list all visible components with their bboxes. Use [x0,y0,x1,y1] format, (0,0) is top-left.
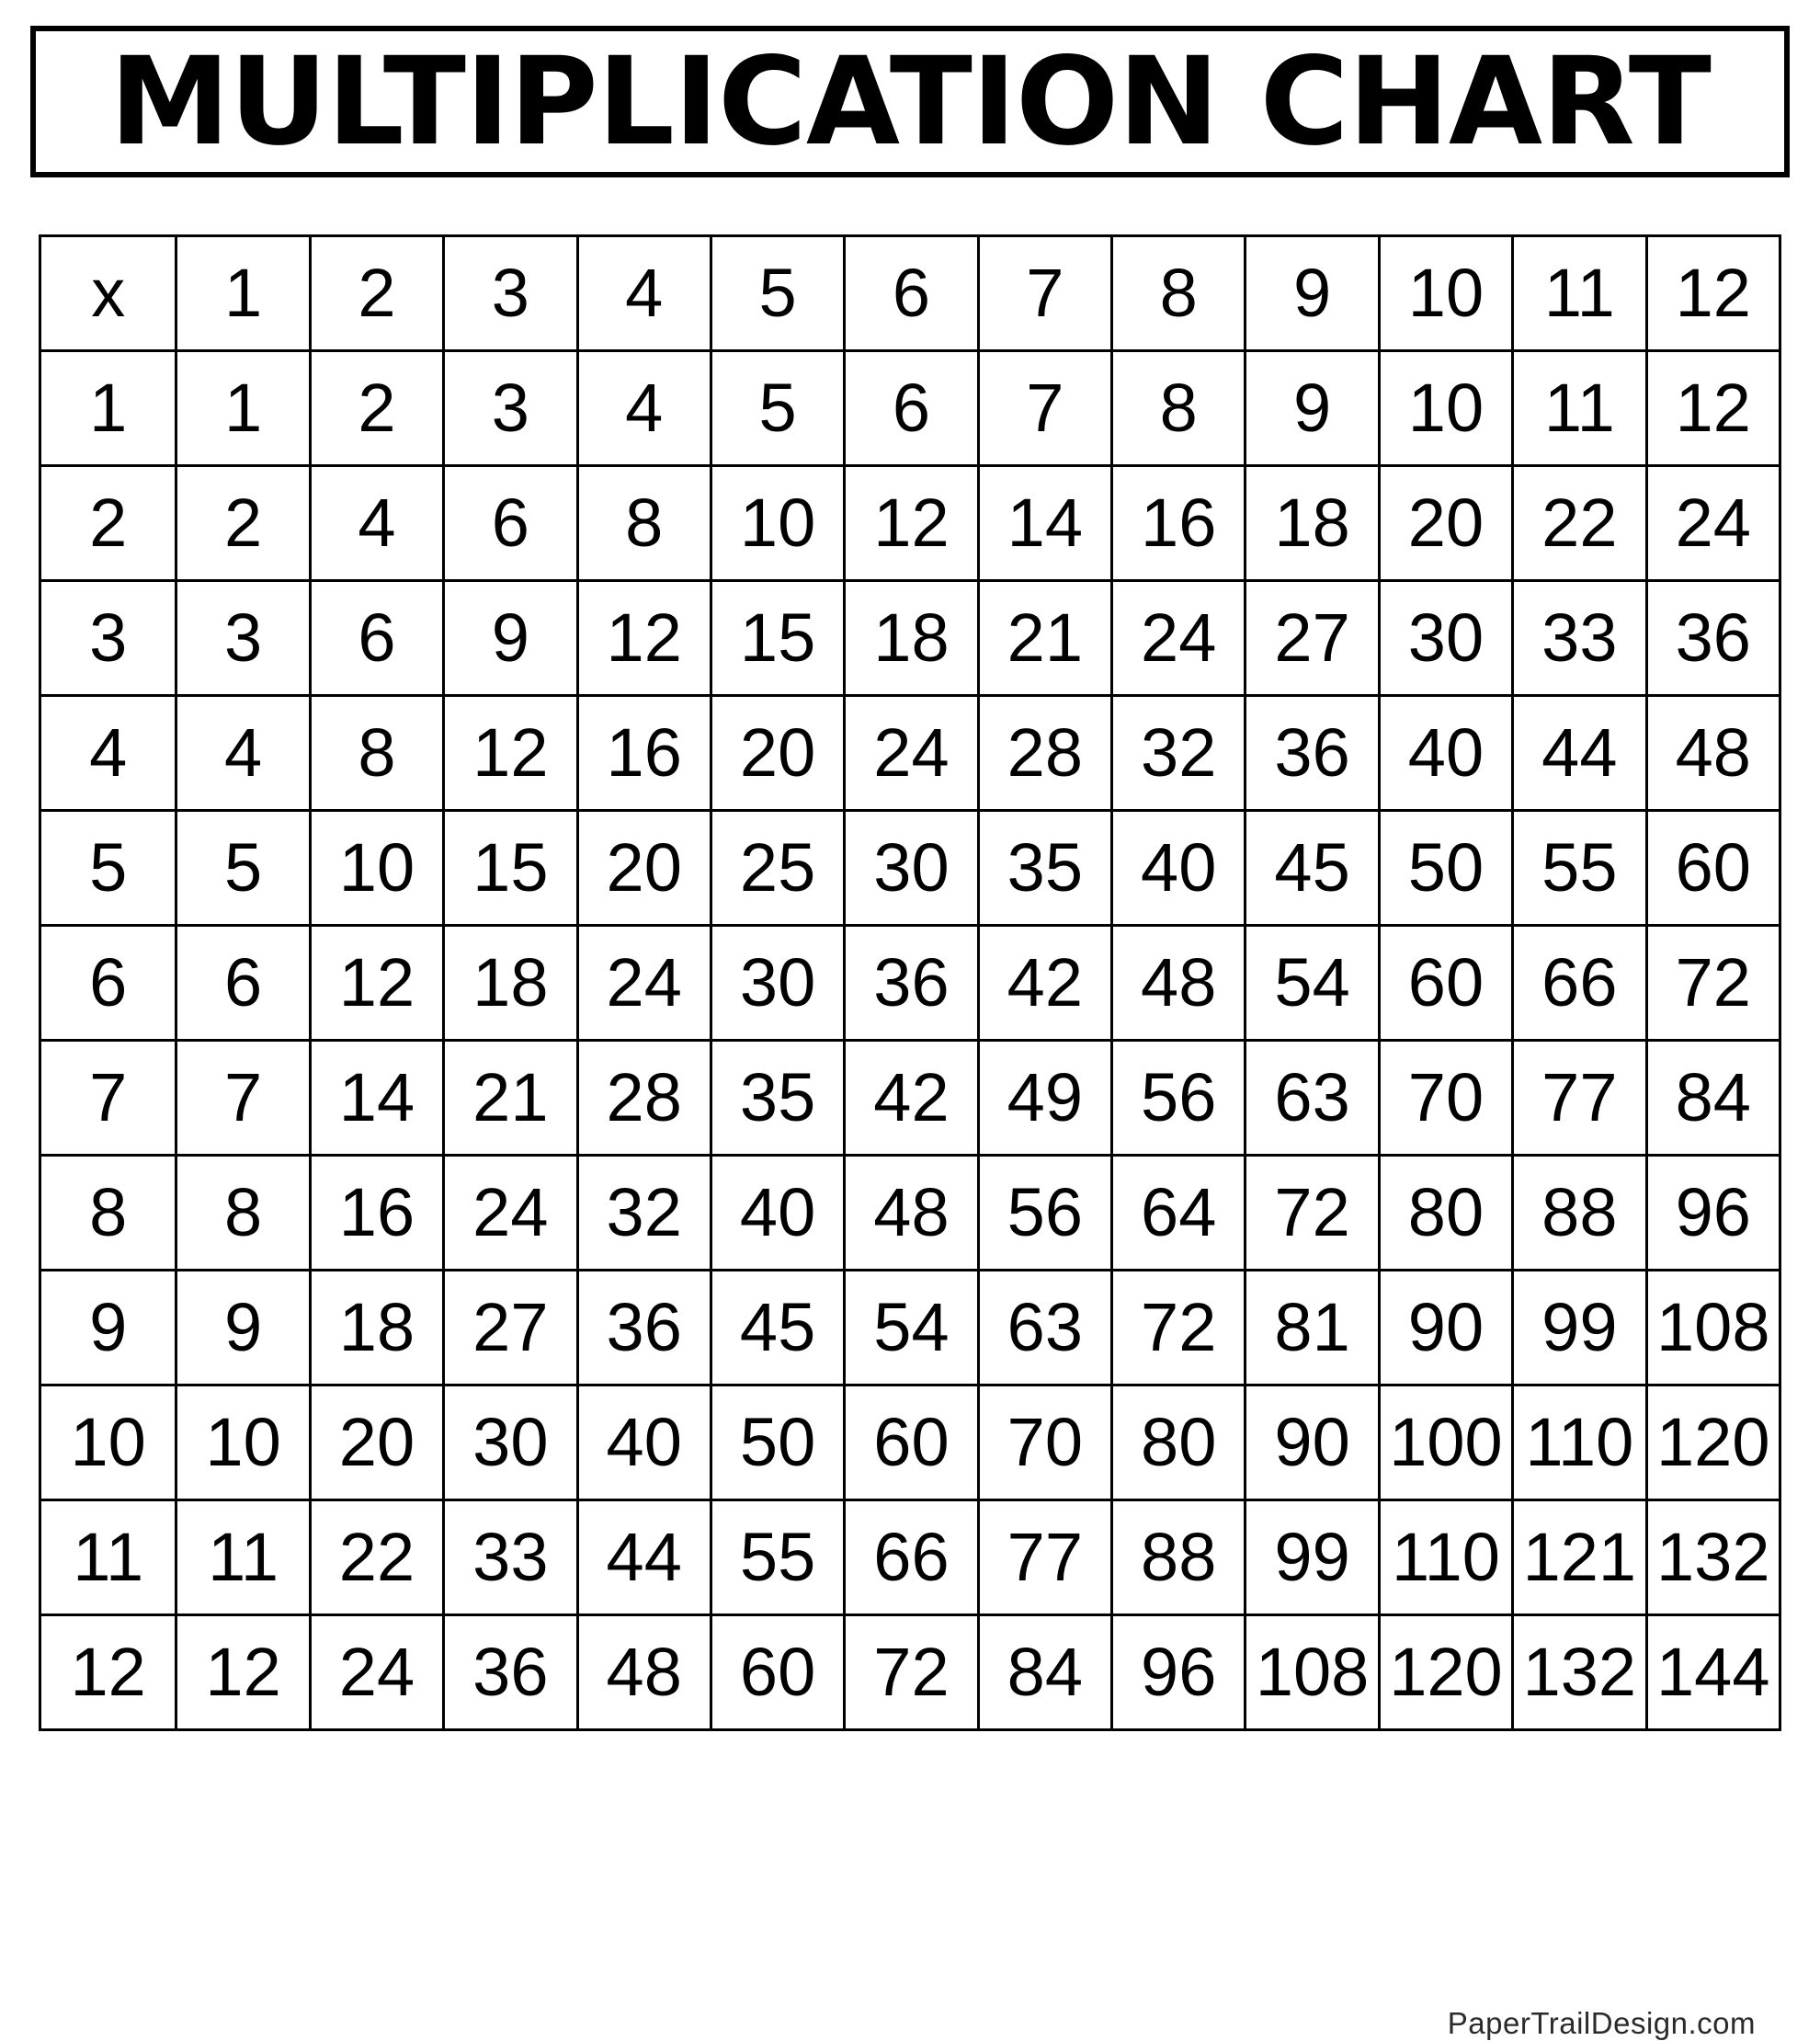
cell-9-2: 18 [310,1271,443,1385]
row-header-1: 1 [40,351,176,466]
row-header-2: 2 [40,466,176,581]
cell-7-5: 35 [711,1041,844,1156]
cell-10-6: 60 [845,1385,978,1500]
cell-3-2: 6 [310,581,443,696]
cell-5-2: 10 [310,811,443,926]
cell-5-8: 40 [1112,811,1246,926]
cell-2-1: 2 [176,466,310,581]
cell-12-4: 48 [577,1615,711,1730]
cell-2-9: 18 [1246,466,1379,581]
cell-1-5: 5 [711,351,844,466]
cell-1-8: 8 [1112,351,1246,466]
column-header-9: 9 [1246,236,1379,351]
cell-4-2: 8 [310,696,443,811]
cell-11-1: 11 [176,1500,310,1615]
table-row [40,1156,1780,1271]
cell-5-11: 55 [1513,811,1646,926]
cell-3-10: 30 [1379,581,1512,696]
cell-6-4: 24 [577,926,711,1041]
cell-1-6: 6 [845,351,978,466]
row-header-5: 5 [40,811,176,926]
cell-9-1: 9 [176,1271,310,1385]
cell-2-7: 14 [978,466,1111,581]
column-header-4: 4 [577,236,711,351]
cell-6-6: 36 [845,926,978,1041]
cell-1-1: 1 [176,351,310,466]
cell-8-8: 64 [1112,1156,1246,1271]
cell-1-10: 10 [1379,351,1512,466]
cell-12-11: 132 [1513,1615,1646,1730]
column-header-2: 2 [310,236,443,351]
cell-12-12: 144 [1646,1615,1780,1730]
cell-5-6: 30 [845,811,978,926]
multiplication-chart [28,234,1792,1990]
column-header-12: 12 [1646,236,1780,351]
cell-6-3: 18 [444,926,577,1041]
cell-3-9: 27 [1246,581,1379,696]
table-row [40,811,1780,926]
cell-6-11: 66 [1513,926,1646,1041]
row-header-6: 6 [40,926,176,1041]
cell-11-4: 44 [577,1500,711,1615]
cell-6-8: 48 [1112,926,1246,1041]
cell-2-12: 24 [1646,466,1780,581]
cell-1-3: 3 [444,351,577,466]
cell-3-11: 33 [1513,581,1646,696]
cell-12-9: 108 [1246,1615,1379,1730]
cell-1-9: 9 [1246,351,1379,466]
cell-8-6: 48 [845,1156,978,1271]
cell-5-4: 20 [577,811,711,926]
cell-4-8: 32 [1112,696,1246,811]
cell-10-10: 100 [1379,1385,1512,1500]
row-header-8: 8 [40,1156,176,1271]
cell-9-5: 45 [711,1271,844,1385]
cell-12-8: 96 [1112,1615,1246,1730]
cell-8-5: 40 [711,1156,844,1271]
cell-1-4: 4 [577,351,711,466]
cell-7-3: 21 [444,1041,577,1156]
cell-6-1: 6 [176,926,310,1041]
cell-11-8: 88 [1112,1500,1246,1615]
cell-2-8: 16 [1112,466,1246,581]
cell-6-2: 12 [310,926,443,1041]
cell-7-1: 7 [176,1041,310,1156]
cell-11-9: 99 [1246,1500,1379,1615]
cell-6-7: 42 [978,926,1111,1041]
cell-4-12: 48 [1646,696,1780,811]
table-row [40,1500,1780,1615]
cell-3-8: 24 [1112,581,1246,696]
cell-4-7: 28 [978,696,1111,811]
cell-1-11: 11 [1513,351,1646,466]
cell-10-8: 80 [1112,1385,1246,1500]
cell-11-12: 132 [1646,1500,1780,1615]
title-box [30,26,1790,177]
cell-10-11: 110 [1513,1385,1646,1500]
cell-5-5: 25 [711,811,844,926]
cell-6-10: 60 [1379,926,1512,1041]
cell-12-7: 84 [978,1615,1111,1730]
cell-10-2: 20 [310,1385,443,1500]
cell-10-12: 120 [1646,1385,1780,1500]
cell-10-3: 30 [444,1385,577,1500]
table-row [40,1271,1780,1385]
table-header-row [40,236,1780,351]
cell-11-2: 22 [310,1500,443,1615]
cell-12-6: 72 [845,1615,978,1730]
cell-9-9: 81 [1246,1271,1379,1385]
column-header-3: 3 [444,236,577,351]
cell-4-11: 44 [1513,696,1646,811]
cell-3-4: 12 [577,581,711,696]
cell-5-9: 45 [1246,811,1379,926]
row-header-10: 10 [40,1385,176,1500]
cell-2-11: 22 [1513,466,1646,581]
cell-1-12: 12 [1646,351,1780,466]
cell-8-4: 32 [577,1156,711,1271]
table-row [40,696,1780,811]
column-header-11: 11 [1513,236,1646,351]
cell-11-11: 121 [1513,1500,1646,1615]
cell-4-9: 36 [1246,696,1379,811]
cell-12-2: 24 [310,1615,443,1730]
cell-12-10: 120 [1379,1615,1512,1730]
cell-11-5: 55 [711,1500,844,1615]
cell-4-6: 24 [845,696,978,811]
cell-5-7: 35 [978,811,1111,926]
cell-1-2: 2 [310,351,443,466]
cell-8-7: 56 [978,1156,1111,1271]
cell-8-10: 80 [1379,1156,1512,1271]
cell-6-12: 72 [1646,926,1780,1041]
cell-12-1: 12 [176,1615,310,1730]
cell-10-9: 90 [1246,1385,1379,1500]
cell-1-7: 7 [978,351,1111,466]
cell-5-3: 15 [444,811,577,926]
cell-8-11: 88 [1513,1156,1646,1271]
table-header-row-group [40,236,1780,351]
cell-2-6: 12 [845,466,978,581]
cell-11-10: 110 [1379,1500,1512,1615]
cell-9-6: 54 [845,1271,978,1385]
table-row [40,926,1780,1041]
cell-6-9: 54 [1246,926,1379,1041]
column-header-10: 10 [1379,236,1512,351]
cell-2-2: 4 [310,466,443,581]
cell-8-1: 8 [176,1156,310,1271]
cell-5-10: 50 [1379,811,1512,926]
cell-2-3: 6 [444,466,577,581]
column-header-6: 6 [845,236,978,351]
cell-11-7: 77 [978,1500,1111,1615]
table-row [40,466,1780,581]
cell-7-6: 42 [845,1041,978,1156]
table-row [40,1385,1780,1500]
cell-4-1: 4 [176,696,310,811]
cell-10-1: 10 [176,1385,310,1500]
column-header-5: 5 [711,236,844,351]
multiplication-table [39,234,1781,1731]
cell-10-7: 70 [978,1385,1111,1500]
row-header-11: 11 [40,1500,176,1615]
cell-9-8: 72 [1112,1271,1246,1385]
cell-9-7: 63 [978,1271,1111,1385]
column-header-1: 1 [176,236,310,351]
cell-12-3: 36 [444,1615,577,1730]
table-row [40,1615,1780,1730]
page-title: MULTIPLICATION CHART [109,30,1711,173]
row-header-7: 7 [40,1041,176,1156]
cell-4-10: 40 [1379,696,1512,811]
column-header-8: 8 [1112,236,1246,351]
footer-credit: PaperTrailDesign.com [1447,2006,1756,2040]
cell-8-9: 72 [1246,1156,1379,1271]
table-row [40,351,1780,466]
cell-9-12: 108 [1646,1271,1780,1385]
cell-2-4: 8 [577,466,711,581]
cell-4-5: 20 [711,696,844,811]
cell-7-4: 28 [577,1041,711,1156]
cell-8-12: 96 [1646,1156,1780,1271]
cell-7-9: 63 [1246,1041,1379,1156]
cell-7-11: 77 [1513,1041,1646,1156]
cell-11-6: 66 [845,1500,978,1615]
cell-7-7: 49 [978,1041,1111,1156]
cell-7-10: 70 [1379,1041,1512,1156]
row-header-9: 9 [40,1271,176,1385]
table-row [40,1041,1780,1156]
cell-6-5: 30 [711,926,844,1041]
column-header-7: 7 [978,236,1111,351]
cell-9-4: 36 [577,1271,711,1385]
row-header-4: 4 [40,696,176,811]
row-header-12: 12 [40,1615,176,1730]
cell-2-5: 10 [711,466,844,581]
table-row [40,581,1780,696]
cell-4-3: 12 [444,696,577,811]
cell-9-10: 90 [1379,1271,1512,1385]
row-header-3: 3 [40,581,176,696]
table-body [40,351,1780,1730]
cell-3-6: 18 [845,581,978,696]
cell-7-2: 14 [310,1041,443,1156]
cell-7-12: 84 [1646,1041,1780,1156]
cell-10-4: 40 [577,1385,711,1500]
cell-3-1: 3 [176,581,310,696]
cell-5-1: 5 [176,811,310,926]
cell-3-3: 9 [444,581,577,696]
cell-2-10: 20 [1379,466,1512,581]
cell-8-3: 24 [444,1156,577,1271]
cell-10-5: 50 [711,1385,844,1500]
cell-12-5: 60 [711,1615,844,1730]
cell-9-11: 99 [1513,1271,1646,1385]
cell-8-2: 16 [310,1156,443,1271]
corner-cell: x [40,236,176,351]
cell-9-3: 27 [444,1271,577,1385]
cell-3-5: 15 [711,581,844,696]
cell-3-12: 36 [1646,581,1780,696]
cell-11-3: 33 [444,1500,577,1615]
cell-4-4: 16 [577,696,711,811]
cell-7-8: 56 [1112,1041,1246,1156]
cell-5-12: 60 [1646,811,1780,926]
cell-3-7: 21 [978,581,1111,696]
